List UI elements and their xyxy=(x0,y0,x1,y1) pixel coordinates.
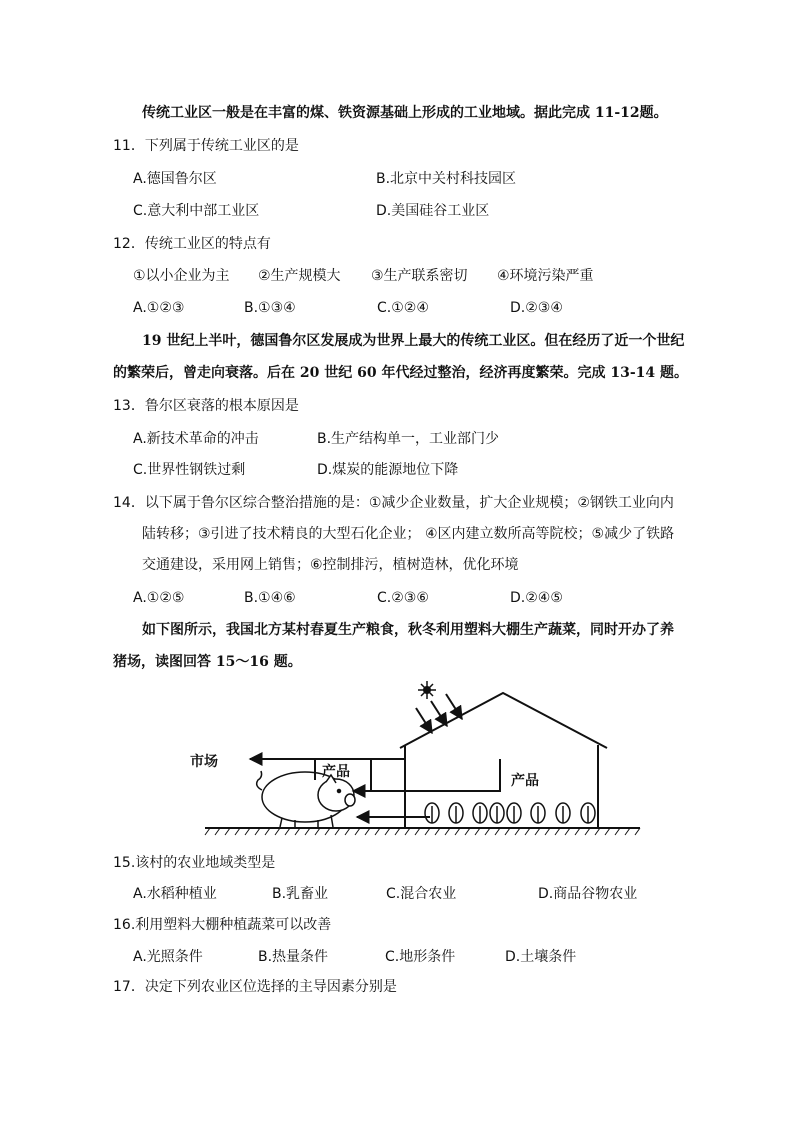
q15-option-c: C.混合农业 xyxy=(386,886,457,902)
question-14-stem-line-1: 14．以下属于鲁尔区综合整治措施的是：①减少企业数量，扩大企业规模；②钢铁工业向内 xyxy=(113,495,674,511)
q11-option-d: D.美国硅谷工业区 xyxy=(376,203,490,219)
q16-option-d: D.土壤条件 xyxy=(505,949,577,965)
q12-item-4: ④环境污染严重 xyxy=(497,268,594,284)
question-13-stem: 13．鲁尔区衰落的根本原因是 xyxy=(113,398,299,414)
q12-option-a: A.①②③ xyxy=(133,300,185,316)
question-11-stem: 11．下列属于传统工业区的是 xyxy=(113,138,299,154)
q12-item-2: ②生产规模大 xyxy=(258,268,341,284)
q15-option-b: B.乳畜业 xyxy=(272,886,329,902)
q14-option-c: C.②③⑥ xyxy=(377,590,429,606)
question-16-stem: 16.利用塑料大棚种植蔬菜可以改善 xyxy=(113,917,332,933)
ground-line xyxy=(205,828,640,835)
q11-option-b: B.北京中关村科技园区 xyxy=(376,171,517,187)
label-product-left: 产品 xyxy=(322,764,350,780)
q12-option-d: D.②③④ xyxy=(510,300,563,316)
passage-2-line-2: 的繁荣后，曾走向衰落。后在 20 世纪 60 年代经过整治，经济再度繁荣。完成 13-14 题。 xyxy=(113,365,688,381)
q16-option-b: B.热量条件 xyxy=(258,949,329,965)
label-market: 市场 xyxy=(190,754,218,770)
q12-option-c: C.①②④ xyxy=(377,300,429,316)
q12-option-b: B.①③④ xyxy=(244,300,296,316)
q14-option-d: D.②④⑤ xyxy=(510,590,563,606)
passage-3-line-1: 如下图所示，我国北方某村春夏生产粮食，秋冬利用塑料大棚生产蔬菜，同时开办了养 xyxy=(142,622,674,638)
vegetable-plant-icon xyxy=(425,803,595,823)
passage-2-line-1: 19 世纪上半叶，德国鲁尔区发展成为世界上最大的传统工业区。但在经历了近一个世纪 xyxy=(142,333,685,349)
q15-option-a: A.水稻种植业 xyxy=(133,886,217,902)
label-product-right: 产品 xyxy=(511,773,539,789)
q14-option-b: B.①④⑥ xyxy=(244,590,296,606)
q13-option-c: C.世界性钢铁过剩 xyxy=(133,462,246,478)
sun-icon xyxy=(418,681,436,699)
passage-3-line-2: 猪场，读图回答 15～16 题。 xyxy=(113,654,302,670)
question-14-stem-line-2: 陆转移；③引进了技术精良的大型石化企业； ④区内建立数所高等院校；⑤减少了铁路 xyxy=(142,526,675,542)
q16-option-a: A.光照条件 xyxy=(133,949,203,965)
q11-option-a: A.德国鲁尔区 xyxy=(133,171,217,187)
passage-1: 传统工业区一般是在丰富的煤、铁资源基础上形成的工业地域。据此完成 11-12题。 xyxy=(142,105,668,121)
q11-option-c: C.意大利中部工业区 xyxy=(133,203,260,219)
q13-option-d: D.煤炭的能源地位下降 xyxy=(317,462,459,478)
q12-item-1: ①以小企业为主 xyxy=(133,268,230,284)
q13-option-a: A.新技术革命的冲击 xyxy=(133,431,259,447)
question-17-stem: 17．决定下列农业区位选择的主导因素分别是 xyxy=(113,979,397,995)
question-15-stem: 15.该村的农业地域类型是 xyxy=(113,855,276,871)
q16-option-c: C.地形条件 xyxy=(385,949,456,965)
q12-item-3: ③生产联系密切 xyxy=(371,268,468,284)
q13-option-b: B.生产结构单一，工业部门少 xyxy=(317,431,500,447)
q14-option-a: A.①②⑤ xyxy=(133,590,185,606)
q15-option-d: D.商品谷物农业 xyxy=(538,886,638,902)
question-12-stem: 12．传统工业区的特点有 xyxy=(113,236,271,252)
question-14-stem-line-3: 交通建设，采用网上销售；⑥控制排污，植树造林，优化环境 xyxy=(142,557,519,573)
